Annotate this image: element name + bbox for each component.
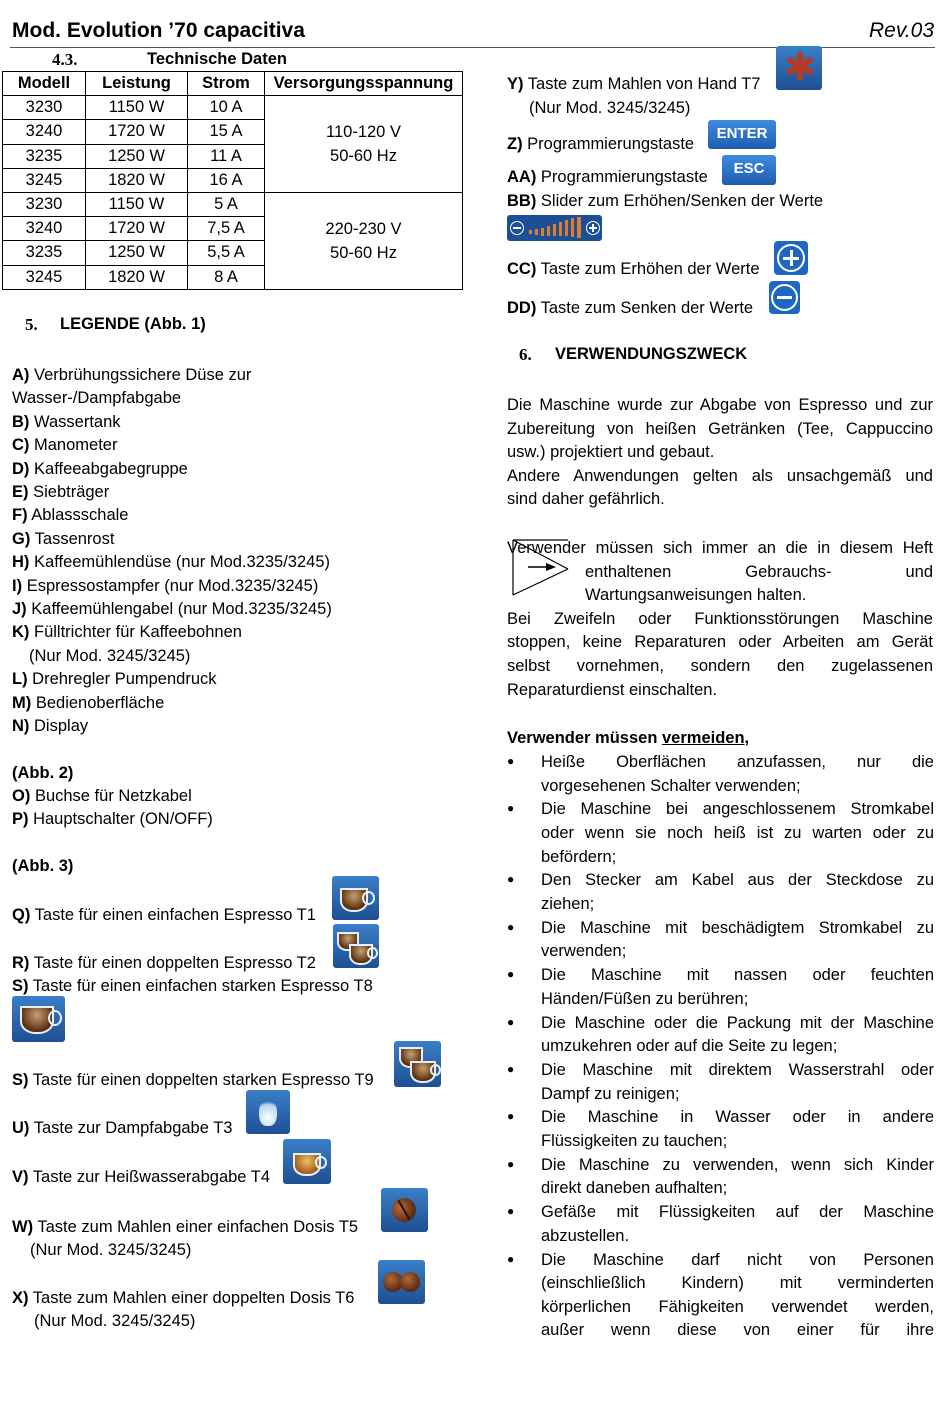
voltage-cell-high (265, 192, 463, 289)
legend-item: C) Manometer (12, 436, 118, 455)
list-item: ● Die Maschine mit direktem Wasserstrahl oder Dampf zu reinigen; (507, 1060, 934, 1103)
table-cell: 1720 W (86, 120, 188, 144)
legend-item: L) Drehregler Pumpendruck (12, 670, 217, 689)
abb3-heading: (Abb. 3) (12, 856, 74, 875)
legend-section-number: 5. (25, 315, 38, 334)
list-item: ● Die Maschine zu verwenden, wenn sich Kinder direkt daneben aufhalten; (507, 1155, 934, 1198)
legend-item: G) Tassenrost (12, 529, 115, 548)
table-cell: 3245 (3, 265, 86, 289)
esc-button-icon (722, 155, 776, 185)
list-item: ● Den Stecker am Kabel aus der Steckdose zu ziehen; (507, 871, 934, 913)
table-cell: 3240 (3, 217, 86, 241)
table-cell: 1820 W (86, 168, 188, 192)
list-item: ● Die Maschine mit beschädigtem Stromkabel zu verwenden; (507, 918, 934, 961)
single-espresso-icon (332, 876, 379, 920)
list-item: ● Die Maschine oder die Packung mit der Maschine umzukehren oder auf die Seite zu legen; (507, 1013, 934, 1056)
legend-item-s-double: S) Taste für einen doppelten starken Espresso T9 (12, 1071, 374, 1089)
steam-icon (246, 1090, 290, 1134)
legend-item: O) Buchse für Netzkabel (12, 786, 192, 805)
double-bean-icon (378, 1260, 425, 1304)
table-row (3, 192, 463, 216)
avoid-list (507, 751, 934, 1344)
frequency-value: 50-60 Hz (330, 243, 397, 262)
table-cell: 5 A (188, 192, 265, 216)
legend-item-dd: DD) Taste zum Senken der Werte (507, 299, 754, 317)
frequency-value: 50-60 Hz (330, 147, 397, 166)
table-cell: 3235 (3, 144, 86, 168)
usage-paragraph-1: Die Maschine wurde zur Abgabe von Espresso und zur Zubereitung von heißen Getränken (Tee, Cappuccino usw.) projektiert und gebaut. Andere Anwendungen gelten als unsachgemäß und sind daher gefährlich. (507, 396, 933, 509)
table-cell: 3230 (3, 96, 86, 120)
list-item: ● Die Maschine bei angeschlossenem Stromkabel oder wenn sie noch heiß ist zu warten oder zu befördern; (507, 800, 934, 866)
table-cell: 8 A (188, 265, 265, 289)
legend-item: A) Verbrühungssichere Düse zur (12, 366, 252, 384)
legend-item-bb: BB) Slider zum Erhöhen/Senken der Werte (507, 192, 824, 210)
legend-item: B) Wassertank (12, 412, 121, 431)
table-cell: 3240 (3, 120, 86, 144)
legend-item-y: Y) Taste zum Mahlen von Hand T7 (507, 75, 761, 93)
plus-icon (774, 241, 808, 275)
minus-icon (769, 281, 800, 314)
manual-grind-icon: ✱ (776, 46, 822, 90)
table-cell: 15 A (188, 120, 265, 144)
avoid-heading: Verwender müssen vermeiden, (507, 729, 750, 747)
double-strong-espresso-icon (394, 1041, 441, 1087)
legend-item-s: S) Taste für einen einfachen starken Espresso T8 (12, 977, 373, 995)
legend-item-q: Q) Taste für einen einfachen Espresso T1 (12, 906, 316, 924)
voltage-value: 220-230 V (325, 219, 402, 238)
slider-icon (507, 215, 602, 241)
legend-item-u: U) Taste zur Dampfabgabe T3 (12, 1119, 233, 1137)
table-cell: 3235 (3, 241, 86, 265)
revision-label: Rev.03 (869, 19, 934, 42)
legend-item: J) Kaffeemühlengabel (nur Mod.3235/3245) (12, 600, 332, 619)
table-cell: 3230 (3, 192, 86, 216)
voltage-value: 110-120 V (326, 123, 401, 142)
hot-water-icon (283, 1139, 331, 1184)
legend-item-w: W) Taste zum Mahlen einer einfachen Dosis T5 (12, 1218, 359, 1236)
table-cell: 1150 W (86, 96, 188, 120)
abb2-heading: (Abb. 2) (12, 763, 74, 782)
legend-list (12, 364, 332, 878)
tech-section-number: 4.3. (52, 50, 78, 69)
table-cell: 1720 W (86, 217, 188, 241)
enter-label: ENTER (716, 125, 768, 142)
single-bean-icon (381, 1188, 428, 1232)
list-item: ● Die Maschine mit nassen oder feuchten Händen/Füßen zu berühren; (507, 966, 934, 1008)
legend-item-aa: AA) Programmierungstaste (507, 168, 708, 186)
legend-item: M) Bedienoberfläche (12, 693, 165, 712)
legend-item: N) Display (12, 717, 89, 736)
legend-item-w-note: (Nur Mod. 3245/3245) (30, 1241, 192, 1259)
list-item: ● Die Maschine darf nicht von Personen (einschließlich Kindern) mit verminderten körperlichen Fähigkeiten verwendet werden, außer wenn diese von einer für ihre (507, 1250, 934, 1340)
table-cell: 11 A (188, 144, 265, 168)
legend-item-z: Z) Programmierungstaste (507, 135, 695, 153)
table-cell: 7,5 A (188, 217, 265, 241)
usage-section-number: 6. (519, 345, 532, 364)
list-item: ● Heiße Oberflächen anzufassen, nur die vorgesehenen Schalter verwenden; (507, 753, 934, 795)
legend-section-title: LEGENDE (Abb. 1) (60, 315, 206, 333)
legend-item-x: X) Taste zum Mahlen einer doppelten Dosis T6 (12, 1289, 355, 1307)
legend-item: K) Fülltrichter für Kaffeebohnen (12, 623, 242, 642)
column-header: Modell (3, 72, 86, 96)
legend-item: (Nur Mod. 3245/3245) (29, 646, 191, 665)
legend-item: D) Kaffeeabgabegruppe (12, 459, 188, 478)
legend-item: P) Hauptschalter (ON/OFF) (12, 810, 213, 829)
tech-section-title: Technische Daten (147, 50, 287, 68)
table-cell: 1820 W (86, 265, 188, 289)
table-cell: 5,5 A (188, 241, 265, 265)
strong-espresso-icon (12, 996, 65, 1042)
table-cell: 16 A (188, 168, 265, 192)
usage-section-title: VERWENDUNGSZWECK (555, 345, 748, 363)
double-espresso-icon (333, 924, 379, 968)
voltage-cell-low (265, 96, 463, 193)
list-item: ● Gefäße mit Flüssigkeiten auf der Maschine abzustellen. (507, 1203, 934, 1245)
column-header: Versorgungsspannung (265, 72, 463, 96)
list-item: ● Die Maschine in Wasser oder in andere Flüssigkeiten zu tauchen; (507, 1108, 934, 1150)
legend-item: H) Kaffeemühlendüse (nur Mod.3235/3245) (12, 553, 331, 572)
legend-item: E) Siebträger (12, 483, 110, 502)
table-cell: 1150 W (86, 192, 188, 216)
legend-item-r: R) Taste für einen doppelten Espresso T2 (12, 954, 316, 972)
legend-item: F) Ablassschale (12, 506, 129, 525)
table-row (3, 96, 463, 120)
table-cell: 3245 (3, 168, 86, 192)
enter-button-icon (708, 120, 776, 149)
column-header: Leistung (86, 72, 188, 96)
table-header-row (3, 72, 463, 96)
table-cell: 10 A (188, 96, 265, 120)
legend-item-x-note: (Nur Mod. 3245/3245) (34, 1312, 196, 1330)
tech-data-table (2, 71, 463, 290)
legend-item: I) Espressostampfer (nur Mod.3235/3245) (12, 576, 319, 595)
table-cell: 1250 W (86, 241, 188, 265)
usage-paragraph-2: Verwender müssen sich immer an die in diesem Heft enthaltenen Gebrauchs- und Wartungsanweisungen halten. Bei Zweifeln oder Funktionsstörungen Maschine stoppen, keine Reparaturen oder Arbeiten am Gerät selbst vornehmen, sondern den zugelassenen Reparaturdienst einschalten. (507, 539, 933, 699)
legend-item-y-note: (Nur Mod. 3245/3245) (529, 99, 691, 117)
column-header: Strom (188, 72, 265, 96)
legend-item-v: V) Taste zur Heißwasserabgabe T4 (12, 1168, 271, 1186)
legend-item-cc: CC) Taste zum Erhöhen der Werte (507, 260, 760, 278)
table-cell: 1250 W (86, 144, 188, 168)
legend-item: Wasser-/Dampfabgabe (12, 389, 182, 408)
document-title: Mod. Evolution ’70 capacitiva (12, 19, 305, 42)
esc-label: ESC (733, 160, 765, 177)
